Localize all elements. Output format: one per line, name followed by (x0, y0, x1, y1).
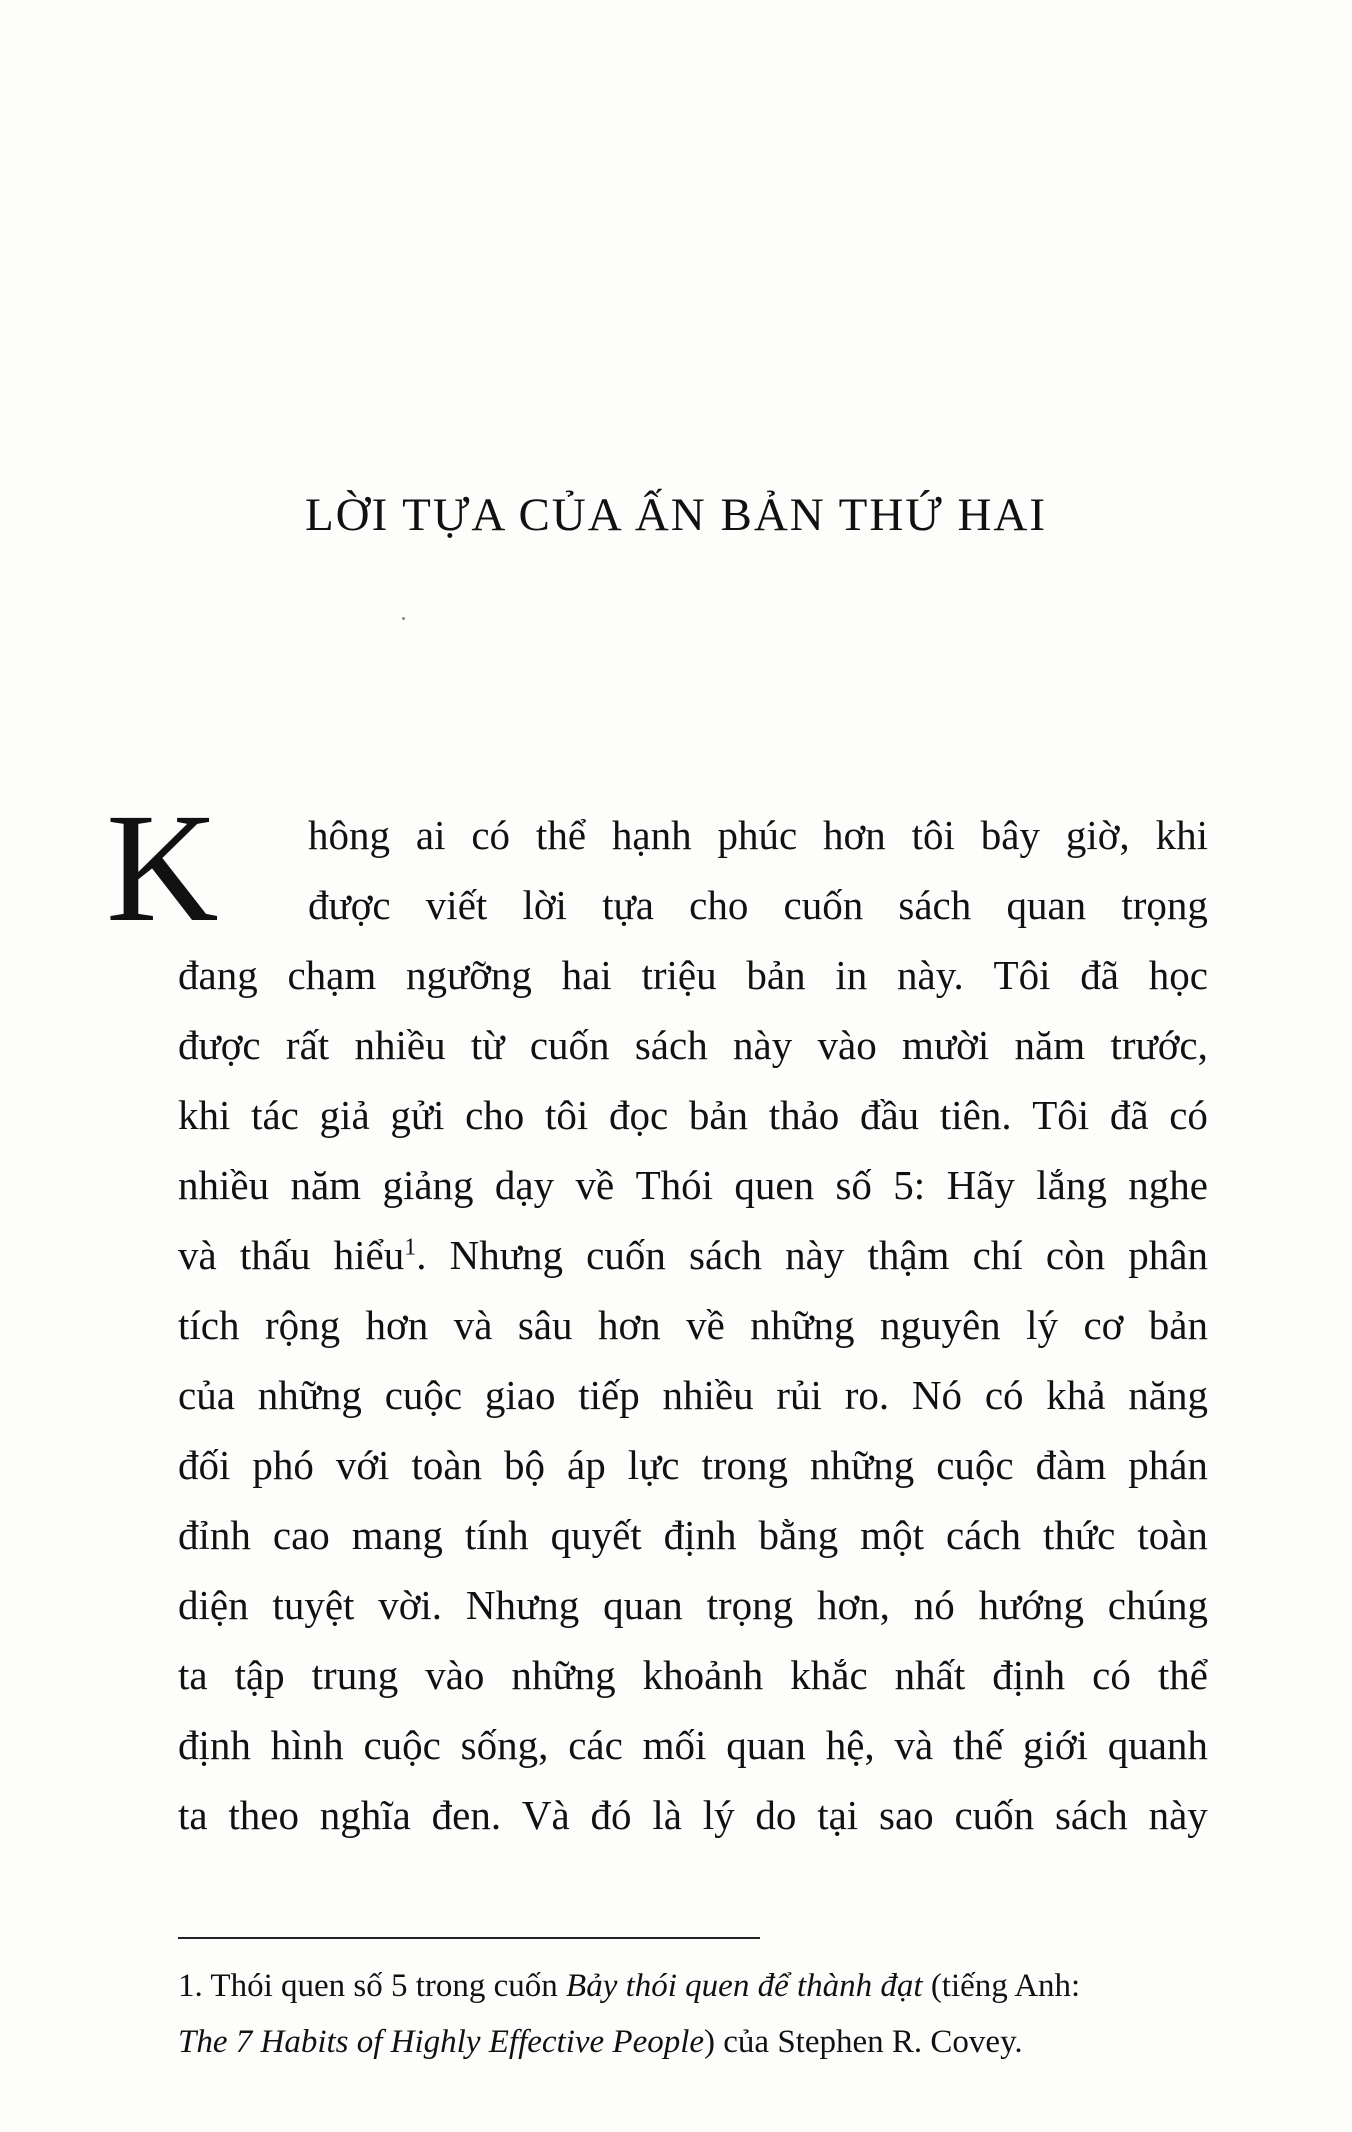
word: hơn (823, 812, 886, 858)
word: có (984, 1372, 1024, 1418)
footnote-book-title-vi: Bảy thói quen để thành đạt (566, 1968, 923, 2004)
word: cuốn (586, 1232, 666, 1278)
word: viết (425, 882, 488, 928)
word: năm (1014, 1022, 1086, 1068)
word: đen. (431, 1792, 502, 1838)
footnote-divider (178, 1937, 760, 1939)
word: quan (726, 1722, 806, 1768)
word: sách (689, 1232, 762, 1278)
word: định (992, 1652, 1066, 1698)
word: được (308, 882, 391, 928)
word: lý (702, 1792, 735, 1838)
word: nghĩa (319, 1792, 411, 1838)
word: được (178, 1022, 261, 1068)
text-line (178, 800, 1208, 870)
word: trọng (1121, 882, 1208, 928)
text-line (178, 1430, 1208, 1500)
word: lý (1026, 1302, 1058, 1348)
word: rất (285, 1022, 330, 1068)
word: cho (465, 1092, 525, 1138)
word: tôi (911, 812, 955, 858)
word: là (652, 1792, 682, 1838)
word: sách (898, 882, 972, 928)
word: hiểu$^1$. (333, 1232, 427, 1278)
word: mang (351, 1512, 443, 1558)
word: nguyên (879, 1302, 1001, 1348)
word: với (335, 1442, 390, 1488)
word: quanh (1107, 1722, 1208, 1768)
word: cao (272, 1512, 330, 1558)
word: triệu (641, 952, 717, 998)
word: trọng (706, 1582, 794, 1628)
text-line (178, 1360, 1208, 1430)
word: nhiều (354, 1022, 446, 1068)
word: phó (252, 1442, 314, 1488)
text-line (178, 1500, 1208, 1570)
word: về (686, 1302, 725, 1348)
word: phán (1128, 1442, 1208, 1488)
footnote (178, 1958, 1208, 2070)
word: và (178, 1232, 217, 1278)
word: tác (251, 1092, 299, 1138)
word: Nhưng (449, 1232, 563, 1278)
word: tiếp (578, 1372, 640, 1418)
word: Tôi (1032, 1092, 1090, 1138)
word: đàm (1035, 1442, 1107, 1488)
word: của (178, 1372, 235, 1418)
word: từ (470, 1022, 505, 1068)
word: và (453, 1302, 493, 1348)
word: Thói (635, 1162, 713, 1208)
word: thể (1157, 1652, 1208, 1698)
word: khả (1046, 1372, 1106, 1418)
word: ro. (844, 1372, 890, 1418)
word: giờ, (1065, 812, 1130, 858)
word: sách (634, 1022, 708, 1068)
word: thảo (768, 1092, 840, 1138)
word: những (257, 1372, 362, 1418)
word: do (755, 1792, 797, 1838)
word: này. (897, 952, 964, 998)
word: áp (567, 1442, 606, 1488)
word: chí (972, 1232, 1023, 1278)
footnote-number: 1. (178, 1968, 203, 2004)
word: thức (1043, 1512, 1116, 1558)
word: giao (484, 1372, 556, 1418)
word: khắc (790, 1652, 868, 1698)
word: cho (689, 882, 749, 928)
word: tích (178, 1302, 240, 1348)
word: hướng (978, 1582, 1084, 1628)
text-line (178, 870, 1208, 940)
word: Nhưng (465, 1582, 580, 1628)
word: hơn, (816, 1582, 890, 1628)
word: mười (902, 1022, 990, 1068)
word: sống, (460, 1722, 549, 1768)
word: cuộc (384, 1372, 463, 1418)
word: cuộc (936, 1442, 1014, 1488)
footnote-text: Thói quen số 5 trong cuốn (210, 1968, 558, 2004)
word: năng (1128, 1372, 1208, 1418)
word: đó (590, 1792, 632, 1838)
word: quyết (550, 1512, 642, 1558)
text-line (178, 1080, 1208, 1150)
word: có (471, 812, 511, 858)
word: giảng (382, 1162, 474, 1208)
word: hệ, (825, 1722, 875, 1768)
text-line (178, 1290, 1208, 1360)
word: cuốn (954, 1792, 1035, 1838)
word: hai (561, 952, 612, 998)
word: rộng (264, 1302, 341, 1348)
word: thấu (239, 1232, 311, 1278)
word: thể (535, 812, 587, 858)
word: trước, (1110, 1022, 1208, 1068)
word: lực (627, 1442, 680, 1488)
word: tại (817, 1792, 859, 1838)
word: rủi (776, 1372, 822, 1418)
word: bằng (758, 1512, 839, 1558)
word: cuốn (529, 1022, 610, 1068)
word: hình (270, 1722, 344, 1768)
word: Tôi (993, 952, 1051, 998)
word: toàn (1137, 1512, 1208, 1558)
text-line (178, 1570, 1208, 1640)
word: quan (603, 1582, 683, 1628)
word: bây (980, 812, 1040, 858)
word: ta (178, 1652, 208, 1698)
word: số (835, 1162, 872, 1208)
word: cuốn (783, 882, 864, 928)
word: tiên. (939, 1092, 1012, 1138)
word: một (860, 1512, 924, 1558)
word: mối (642, 1722, 707, 1768)
word: toàn (411, 1442, 483, 1488)
word: tuyệt (272, 1582, 355, 1628)
word: sao (879, 1792, 934, 1838)
word: sâu (517, 1302, 573, 1348)
footnote-line-2 (178, 2014, 1208, 2070)
word: trong (701, 1442, 789, 1488)
word: này (785, 1232, 845, 1278)
word: này (733, 1022, 793, 1068)
word: vời. (378, 1582, 443, 1628)
word: đang (178, 952, 258, 998)
word: Và (521, 1792, 570, 1838)
word: về (575, 1162, 615, 1208)
word: tôi (544, 1092, 589, 1138)
text-line-with-footnote (178, 1220, 1208, 1290)
word: đối (178, 1442, 231, 1488)
word: và (894, 1722, 934, 1768)
word: đỉnh (178, 1512, 251, 1558)
word: chúng (1107, 1582, 1208, 1628)
word: vào (817, 1022, 877, 1068)
word: nhiều (178, 1162, 270, 1208)
word: cách (945, 1512, 1022, 1558)
word: bản (1148, 1302, 1208, 1348)
word: lời (522, 882, 567, 928)
word: tập (234, 1652, 285, 1698)
footnote-line-1 (178, 1958, 1208, 2014)
word: có (1092, 1652, 1131, 1698)
word: vào (425, 1652, 485, 1698)
text-line (178, 1150, 1208, 1220)
word: đã (1109, 1092, 1149, 1138)
word: Nó (911, 1372, 963, 1418)
page-speck (402, 617, 405, 620)
word: đầu (859, 1092, 920, 1138)
word: 5: (893, 1162, 926, 1208)
word: định (178, 1722, 251, 1768)
word: nghe (1128, 1162, 1208, 1208)
text-line (178, 1710, 1208, 1780)
word: đọc (608, 1092, 669, 1138)
word: giới (1022, 1722, 1088, 1768)
word: tính (464, 1512, 529, 1558)
word: lắng (1036, 1162, 1107, 1208)
word: bản (688, 1092, 749, 1138)
word: thế (953, 1722, 1004, 1768)
word: ngưỡng (406, 952, 532, 998)
word: theo (228, 1792, 299, 1838)
word: bộ (504, 1442, 546, 1488)
word: nó (913, 1582, 955, 1628)
word: phúc (717, 812, 798, 858)
word: bản (746, 952, 806, 998)
word: những (511, 1652, 616, 1698)
word: trung (311, 1652, 399, 1698)
chapter-title: LỜI TỰA CỦA ẤN BẢN THỨ HAI (304, 489, 1048, 541)
word: giả (319, 1092, 370, 1138)
word: định (663, 1512, 737, 1558)
footnote-text: (tiếng Anh: (930, 1968, 1081, 2004)
footnote-marker: 1 (404, 1234, 417, 1261)
word: những (750, 1302, 855, 1348)
word: sách (1054, 1792, 1128, 1838)
word: hạnh (611, 812, 692, 858)
word: cơ (1083, 1302, 1124, 1348)
word: những (810, 1442, 915, 1488)
word: cuộc (363, 1722, 441, 1768)
word: thậm (867, 1232, 950, 1278)
word: còn (1045, 1232, 1106, 1278)
word: in (835, 952, 868, 998)
body-paragraph (178, 800, 1208, 1850)
word: khi (178, 1092, 231, 1138)
word: phân (1128, 1232, 1208, 1278)
word: nhiều (662, 1372, 754, 1418)
text-line (178, 1780, 1208, 1850)
word: năm (290, 1162, 362, 1208)
drop-cap: K (106, 781, 219, 954)
word: tựa (602, 882, 654, 928)
text-line (178, 1010, 1208, 1080)
text-line (178, 1640, 1208, 1710)
word: quan (1006, 882, 1087, 928)
footnote-text: ) của Stephen R. Covey. (704, 2024, 1023, 2060)
word: hơn (365, 1302, 429, 1348)
word: đã (1080, 952, 1119, 998)
word: này (1148, 1792, 1208, 1838)
word: diện (178, 1582, 249, 1628)
word: có (1169, 1092, 1208, 1138)
word: hông (308, 812, 390, 858)
word: quen (734, 1162, 815, 1208)
word: các (568, 1722, 623, 1768)
word: ai (415, 812, 446, 858)
word: khoảnh (642, 1652, 764, 1698)
word: Hãy (946, 1162, 1015, 1208)
word: dạy (494, 1162, 555, 1208)
word: khi (1155, 812, 1208, 858)
word: hơn (597, 1302, 661, 1348)
word: học (1148, 952, 1208, 998)
word: gửi (390, 1092, 445, 1138)
text-line (178, 940, 1208, 1010)
word: chạm (287, 952, 377, 998)
word: nhất (894, 1652, 966, 1698)
word: ta (178, 1792, 208, 1838)
footnote-book-title-en: The 7 Habits of Highly Effective People (178, 2024, 705, 2060)
